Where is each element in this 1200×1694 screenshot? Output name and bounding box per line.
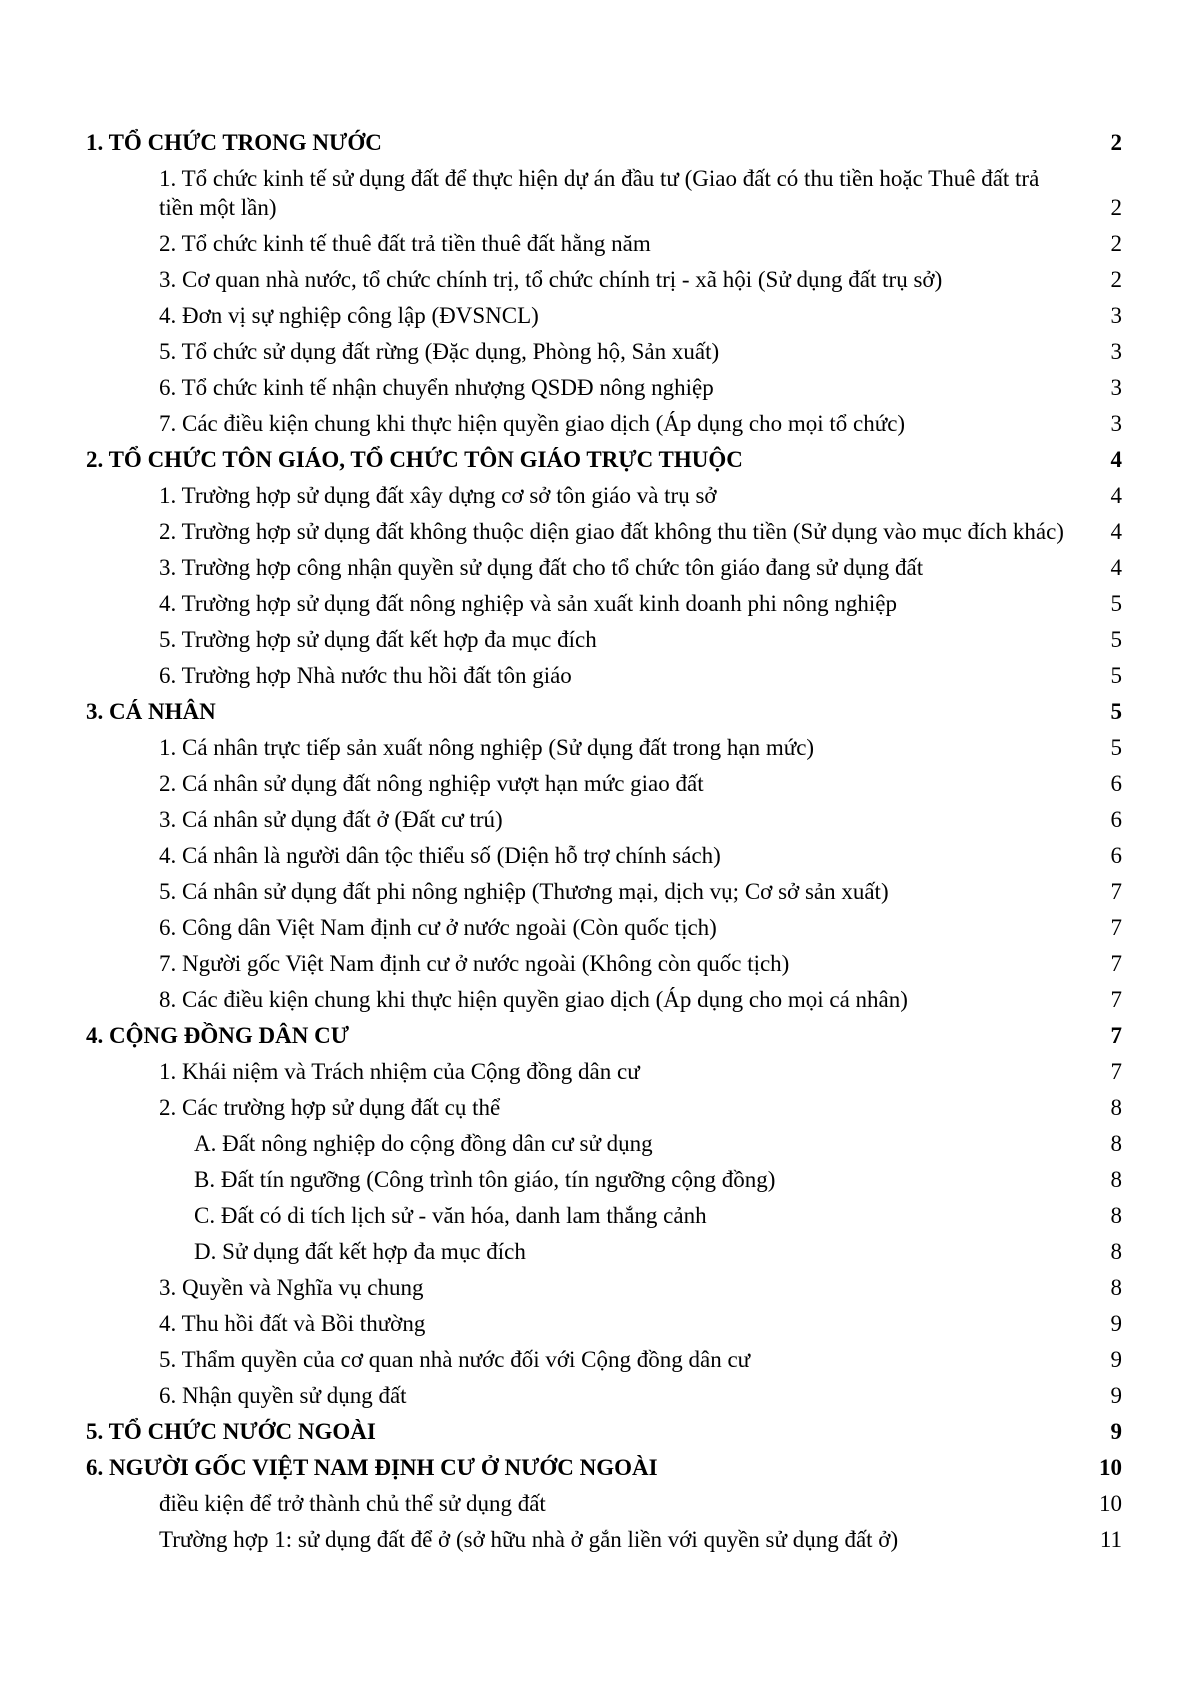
toc-page-number: 2: [1110, 195, 1122, 220]
toc-page-number: 5: [1110, 591, 1122, 616]
toc-entry-title: 4. Trường hợp sử dụng đất nông nghiệp và sản xuất kinh doanh phi nông nghiệp: [159, 591, 897, 616]
toc-entry[interactable]: [86, 769, 1122, 798]
toc-page-number: 7: [1110, 1023, 1122, 1048]
toc-entry-title: 5. Thẩm quyền của cơ quan nhà nước đối với Cộng đồng dân cư: [159, 1347, 751, 1372]
toc-page-number: 7: [1110, 879, 1122, 904]
toc-page-number: 7: [1110, 951, 1122, 976]
toc-page-number: 6: [1110, 771, 1122, 796]
toc-entry-title: 1. Trường hợp sử dụng đất xây dựng cơ sở tôn giáo và trụ sở: [159, 483, 717, 508]
toc-entry-title: C. Đất có di tích lịch sử - văn hóa, danh lam thắng cảnh: [194, 1203, 707, 1228]
toc-entry[interactable]: [86, 373, 1122, 402]
toc-entry-title: 7. Các điều kiện chung khi thực hiện quyền giao dịch (Áp dụng cho mọi tổ chức): [159, 411, 906, 436]
toc-page-number: 10: [1099, 1491, 1122, 1516]
toc-entry-title: 2. Cá nhân sử dụng đất nông nghiệp vượt hạn mức giao đất: [159, 771, 704, 796]
toc-entry[interactable]: [86, 1057, 1122, 1086]
toc-subentry[interactable]: [86, 1165, 1122, 1194]
toc-entry-title: 8. Các điều kiện chung khi thực hiện quyền giao dịch (Áp dụng cho mọi cá nhân): [159, 987, 908, 1012]
toc-entry-title: 3. CÁ NHÂN: [86, 699, 216, 724]
toc-entry[interactable]: [86, 805, 1122, 834]
toc-page-number: 9: [1110, 1311, 1122, 1336]
toc-entry-title: D. Sử dụng đất kết hợp đa mục đích: [194, 1239, 526, 1264]
toc-page-number: 7: [1110, 987, 1122, 1012]
toc-entry-title: 6. Nhận quyền sử dụng đất: [159, 1383, 407, 1408]
toc-page-number: 10: [1099, 1455, 1122, 1480]
toc-entry-title: 4. Đơn vị sự nghiệp công lập (ĐVSNCL): [159, 303, 539, 328]
toc-page-number: 7: [1110, 915, 1122, 940]
toc-page-number: 3: [1110, 375, 1122, 400]
toc-entry-title: điều kiện để trở thành chủ thể sử dụng đất: [159, 1491, 546, 1516]
toc-page-number: 11: [1099, 1527, 1122, 1552]
toc-entry[interactable]: [86, 1273, 1122, 1302]
toc-entry[interactable]: [86, 1309, 1122, 1338]
toc-entry[interactable]: [86, 1093, 1122, 1122]
toc-entry[interactable]: [86, 265, 1122, 294]
toc-entry[interactable]: [86, 1345, 1122, 1374]
toc-entry[interactable]: [86, 481, 1122, 510]
toc-page-number: 8: [1110, 1167, 1122, 1192]
toc-entry[interactable]: [86, 625, 1122, 654]
toc-entry[interactable]: [86, 337, 1122, 366]
toc-entry[interactable]: [86, 1381, 1122, 1410]
toc-page-number: 8: [1110, 1131, 1122, 1156]
toc-page-number: 5: [1110, 663, 1122, 688]
toc-page-number: 6: [1110, 843, 1122, 868]
toc-entry[interactable]: [86, 517, 1122, 546]
toc-page-number: 4: [1110, 483, 1122, 508]
toc-page-number: 4: [1110, 447, 1122, 472]
toc-section-heading[interactable]: [86, 128, 1122, 157]
toc-entry[interactable]: [86, 301, 1122, 330]
toc-entry-title: 1. Khái niệm và Trách nhiệm của Cộng đồng dân cư: [159, 1059, 640, 1084]
toc-page-number: 9: [1110, 1383, 1122, 1408]
toc-entry[interactable]: [86, 229, 1122, 258]
toc-entry-title: 2. TỔ CHỨC TÔN GIÁO, TỔ CHỨC TÔN GIÁO TRỰC THUỘC: [86, 447, 743, 472]
toc-entry-title: B. Đất tín ngưỡng (Công trình tôn giáo, tín ngưỡng cộng đồng): [194, 1167, 776, 1192]
toc-entry-title: 2. Tổ chức kinh tế thuê đất trả tiền thuê đất hằng năm: [159, 231, 651, 256]
toc-entry[interactable]: [86, 661, 1122, 690]
toc-section-heading[interactable]: [86, 1417, 1122, 1446]
toc-entry[interactable]: [86, 841, 1122, 870]
toc-entry[interactable]: [86, 985, 1122, 1014]
toc-subentry[interactable]: [86, 1201, 1122, 1230]
toc-entry[interactable]: [86, 409, 1122, 438]
toc-section-heading[interactable]: [86, 445, 1122, 474]
toc-entry-title: 4. CỘNG ĐỒNG DÂN CƯ: [86, 1023, 349, 1048]
toc-page-number: 5: [1110, 627, 1122, 652]
toc-page-number: 8: [1110, 1275, 1122, 1300]
toc-entry-title: 1. Tổ chức kinh tế sử dụng đất để thực hiện dự án đầu tư (Giao đất có thu tiền hoặc Thuê đất trả tiền một lần): [159, 166, 1040, 220]
toc-entry-title: 2. Các trường hợp sử dụng đất cụ thể: [159, 1095, 501, 1120]
toc-entry-title: 5. Cá nhân sử dụng đất phi nông nghiệp (Thương mại, dịch vụ; Cơ sở sản xuất): [159, 879, 889, 904]
toc-entry-title: 1. TỔ CHỨC TRONG NƯỚC: [86, 130, 382, 155]
toc-section-heading[interactable]: [86, 1021, 1122, 1050]
toc-entry-title: 3. Trường hợp công nhận quyền sử dụng đất cho tổ chức tôn giáo đang sử dụng đất: [159, 555, 924, 580]
toc-page-number: 2: [1110, 267, 1122, 292]
toc-entry[interactable]: [86, 164, 1122, 222]
toc-section-heading[interactable]: [86, 697, 1122, 726]
toc-entry[interactable]: [86, 1489, 1122, 1518]
toc-page-number: 3: [1110, 411, 1122, 436]
toc-entry-title: 6. Trường hợp Nhà nước thu hồi đất tôn giáo: [159, 663, 572, 688]
toc-page-number: 4: [1110, 555, 1122, 580]
toc-entry[interactable]: [86, 877, 1122, 906]
toc-page-number: 2: [1110, 130, 1122, 155]
toc-page-number: 4: [1110, 519, 1122, 544]
toc-entry-title: Trường hợp 1: sử dụng đất để ở (sở hữu nhà ở gắn liền với quyền sử dụng đất ở): [159, 1527, 899, 1552]
toc-entry-title: 1. Cá nhân trực tiếp sản xuất nông nghiệp (Sử dụng đất trong hạn mức): [159, 735, 815, 760]
toc-section-heading[interactable]: [86, 1453, 1122, 1482]
toc-entry-title: 4. Cá nhân là người dân tộc thiểu số (Diện hỗ trợ chính sách): [159, 843, 721, 868]
toc-page-number: 5: [1110, 735, 1122, 760]
toc-entry[interactable]: [86, 733, 1122, 762]
toc-entry-title: 5. Tổ chức sử dụng đất rừng (Đặc dụng, Phòng hộ, Sản xuất): [159, 339, 720, 364]
toc-page-number: 5: [1110, 699, 1122, 724]
toc-entry[interactable]: [86, 913, 1122, 942]
toc-page-number: 3: [1110, 303, 1122, 328]
toc-page-number: 8: [1110, 1239, 1122, 1264]
toc-page-number: 8: [1110, 1095, 1122, 1120]
toc-entry[interactable]: [86, 1525, 1122, 1554]
toc-entry-title: 2. Trường hợp sử dụng đất không thuộc diện giao đất không thu tiền (Sử dụng vào mục đích khác): [159, 519, 1064, 544]
toc-entry-title: 4. Thu hồi đất và Bồi thường: [159, 1311, 426, 1336]
toc-entry-title: 3. Quyền và Nghĩa vụ chung: [159, 1275, 424, 1300]
toc-page-number: 7: [1110, 1059, 1122, 1084]
table-of-contents: [86, 128, 1122, 1561]
toc-entry-title: 3. Cá nhân sử dụng đất ở (Đất cư trú): [159, 807, 503, 832]
toc-entry-title: 5. TỔ CHỨC NƯỚC NGOÀI: [86, 1419, 376, 1444]
toc-page-number: 2: [1110, 231, 1122, 256]
toc-page-number: 9: [1110, 1347, 1122, 1372]
toc-entry-title: 6. Công dân Việt Nam định cư ở nước ngoài (Còn quốc tịch): [159, 915, 717, 940]
toc-entry[interactable]: [86, 589, 1122, 618]
toc-entry-title: A. Đất nông nghiệp do cộng đồng dân cư sử dụng: [194, 1131, 653, 1156]
toc-entry-title: 7. Người gốc Việt Nam định cư ở nước ngoài (Không còn quốc tịch): [159, 951, 790, 976]
toc-page-number: 6: [1110, 807, 1122, 832]
toc-entry[interactable]: [86, 553, 1122, 582]
toc-subentry[interactable]: [86, 1237, 1122, 1266]
toc-entry-title: 5. Trường hợp sử dụng đất kết hợp đa mục đích: [159, 627, 597, 652]
toc-subentry[interactable]: [86, 1129, 1122, 1158]
toc-entry-title: 6. NGƯỜI GỐC VIỆT NAM ĐỊNH CƯ Ở NƯỚC NGOÀI: [86, 1455, 658, 1480]
toc-entry-title: 3. Cơ quan nhà nước, tổ chức chính trị, tổ chức chính trị - xã hội (Sử dụng đất trụ sở): [159, 267, 943, 292]
toc-page-number: 3: [1110, 339, 1122, 364]
toc-entry-title: 6. Tổ chức kinh tế nhận chuyển nhượng QSDĐ nông nghiệp: [159, 375, 714, 400]
toc-page-number: 9: [1110, 1419, 1122, 1444]
toc-page-number: 8: [1110, 1203, 1122, 1228]
toc-entry[interactable]: [86, 949, 1122, 978]
